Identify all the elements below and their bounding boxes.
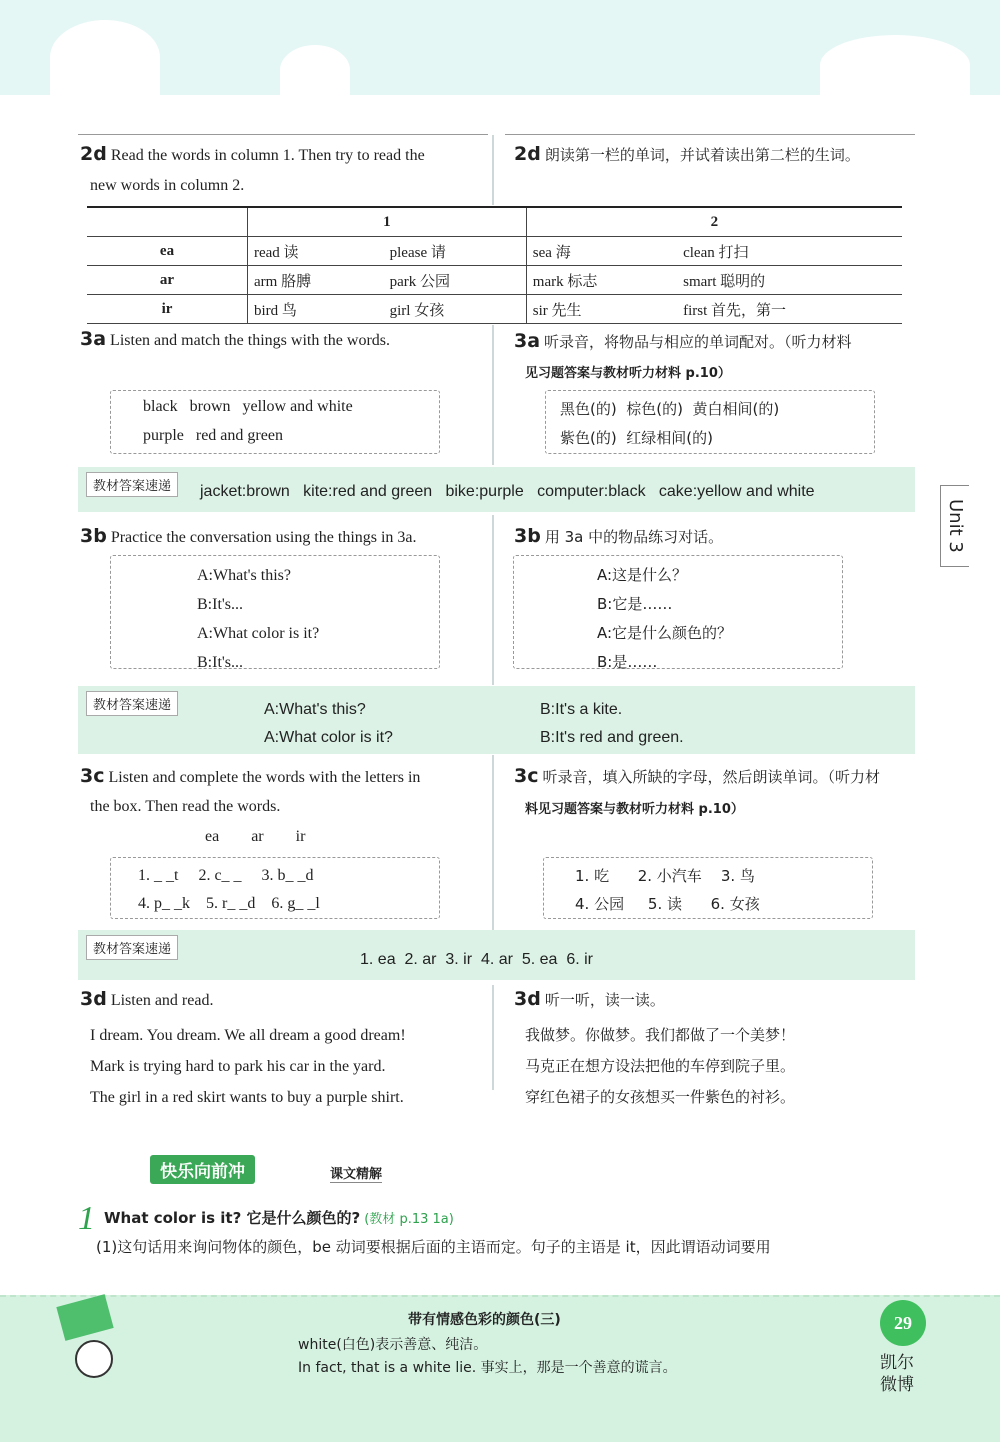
- tip-title: 带有情感色彩的颜色(三): [408, 1312, 561, 1328]
- answer-tag: 教材答案速递: [86, 935, 178, 960]
- text: read 读: [248, 237, 384, 266]
- answer-text: A:What's this?: [264, 701, 366, 718]
- text: clean 打扫: [677, 237, 902, 266]
- cloud-decoration: [820, 35, 970, 95]
- instruction-line: 见习题答案与教材听力材料 p.10）: [525, 366, 731, 381]
- text: Listen and complete the words with the letters in: [108, 769, 421, 786]
- cartoon-boy-icon: [75, 1340, 113, 1378]
- letters-box: ea ar ir: [205, 828, 306, 845]
- answer-text: B:It's a kite.: [540, 701, 623, 718]
- text: Mark is trying hard to park his car in the yard.: [90, 1058, 386, 1075]
- text: Listen and match the things with the words.: [110, 332, 390, 349]
- tip-line: white(白色)表示善意、纯洁。: [298, 1337, 488, 1353]
- text: 4. 公园 5. 读 6. 女孩: [575, 895, 760, 913]
- answer-text: 1. ea 2. ar 3. ir 4. ar 5. ea 6. ir: [360, 951, 593, 968]
- table-row: [87, 266, 902, 295]
- unit-tab: Unit 3: [940, 485, 969, 567]
- point-body: (1)这句话用来询问物体的颜色，be 动词要根据后面的主语而定。句子的主语是 it，因此谓语动词要用: [96, 1238, 771, 1256]
- word-table: [87, 206, 902, 324]
- table-header: [87, 207, 902, 237]
- text: 3c: [514, 765, 539, 787]
- text: ir: [87, 295, 248, 324]
- section-3d-en: [80, 988, 213, 1010]
- text: please 请: [384, 237, 527, 266]
- column-divider: [492, 755, 494, 930]
- instruction-line: the box. Then read the words.: [90, 798, 281, 815]
- point-number: 1: [78, 1200, 95, 1237]
- point-ref: (教材 p.13 1a): [364, 1212, 454, 1227]
- text: I dream. You dream. We all dream a good dream!: [90, 1027, 406, 1044]
- dialog-en: [197, 561, 319, 677]
- point-title: What color is it? 它是什么颜色的?: [104, 1209, 361, 1227]
- text: B:It's...: [197, 654, 243, 671]
- text: 我做梦。你做梦。我们都做了一个美梦！: [525, 1026, 796, 1044]
- section-3b-en: [80, 525, 417, 547]
- text: 2: [526, 207, 902, 237]
- divider: [505, 134, 915, 135]
- section-2d-en: [80, 143, 425, 165]
- text: arm 胳膊: [248, 266, 384, 295]
- reading-en: [90, 1020, 406, 1113]
- text: A:What's this?: [197, 567, 291, 584]
- word-line: 黑色(的) 棕色(的) 黄白相间(的): [560, 400, 780, 418]
- text: A:What color is it?: [197, 625, 320, 642]
- text: 马克正在想方设法把他的车停到院子里。: [525, 1057, 796, 1075]
- text: 1. 吃 2. 小汽车 3. 鸟: [575, 867, 755, 885]
- brand-text: 凯尔 微博: [880, 1353, 914, 1395]
- text: park 公园: [384, 266, 527, 295]
- section-3c-cn: [514, 765, 880, 787]
- tip-line: In fact, that is a white lie. 事实上，那是一个善意的谎言。: [298, 1360, 677, 1376]
- answer-tag: 教材答案速递: [86, 472, 178, 497]
- text: bird 鸟: [248, 295, 384, 324]
- answer-text: jacket:brown kite:red and green bike:purple computer:black cake:yellow and white: [200, 483, 815, 500]
- word-line: purple red and green: [143, 427, 283, 444]
- text: A:这是什么？: [597, 566, 688, 584]
- page-number: 29: [880, 1300, 926, 1346]
- text: B:是……: [597, 653, 658, 671]
- text: 3b: [80, 525, 107, 547]
- text: 1: [248, 207, 527, 237]
- section-3d-cn: [514, 988, 665, 1010]
- column-divider: [492, 135, 494, 205]
- column-divider: [492, 325, 494, 465]
- column-divider: [492, 985, 494, 1090]
- text: 3d: [514, 988, 541, 1010]
- text: girl 女孩: [384, 295, 527, 324]
- column-divider: [492, 515, 494, 685]
- text: 听一听，读一读。: [544, 991, 665, 1009]
- text: ea: [87, 237, 248, 266]
- answer-bar: [78, 686, 915, 754]
- text: 3b: [514, 525, 541, 547]
- text: 听录音，将物品与相应的单词配对。（听力材料: [544, 333, 852, 351]
- word-line: black brown yellow and white: [143, 398, 353, 415]
- blanks: [138, 862, 320, 918]
- text: Practice the conversation using the things in 3a.: [110, 529, 417, 546]
- text: B:It's...: [197, 596, 243, 613]
- text: ar: [87, 266, 248, 295]
- divider: [78, 134, 488, 135]
- text: 3d: [80, 988, 107, 1010]
- text: The girl in a red skirt wants to buy a purple shirt.: [90, 1089, 404, 1106]
- section-3c-en: [80, 765, 420, 787]
- table-row: [87, 237, 902, 266]
- text: 用 3a 中的物品练习对话。: [544, 528, 724, 546]
- answer-text: A:What color is it?: [264, 729, 393, 746]
- answer-text: B:It's red and green.: [540, 729, 684, 746]
- answer-tag: 教材答案速递: [86, 691, 178, 716]
- dialog-cn: [597, 561, 732, 677]
- meanings: [575, 862, 760, 918]
- text: 2d: [514, 143, 541, 165]
- text: 听录音，填入所缺的字母，然后朗读单词。（听力材: [542, 768, 880, 786]
- reading-cn: [525, 1020, 795, 1113]
- text: 1. _ _t 2. c_ _ 3. b_ _d: [138, 867, 314, 884]
- cloud-decoration: [50, 20, 160, 95]
- text: 3a: [514, 330, 541, 352]
- section-banner: 快乐向前冲: [150, 1155, 255, 1184]
- text: 4. p_ _k 5. r_ _d 6. g_ _l: [138, 895, 320, 912]
- section-3a-en: [80, 328, 390, 350]
- section-3a-cn: [514, 330, 852, 352]
- text: Read the words in column 1. Then try to read the: [110, 147, 425, 164]
- text: mark 标志: [526, 266, 677, 295]
- section-3b-cn: [514, 525, 723, 547]
- text: 穿红色裙子的女孩想买一件紫色的衬衫。: [525, 1088, 796, 1106]
- section-subtitle: 课文精解: [330, 1163, 382, 1183]
- text: Listen and read.: [110, 992, 214, 1009]
- section-2d-cn: [514, 143, 860, 165]
- text: 朗读第一栏的单词，并试着读出第二栏的生词。: [544, 146, 860, 164]
- word-line: 紫色(的) 红绿相间(的): [560, 429, 713, 447]
- text: B:它是……: [597, 595, 673, 613]
- text: smart 聪明的: [677, 266, 902, 295]
- instruction-line: 料见习题答案与教材听力材料 p.10）: [525, 802, 744, 817]
- table-row: [87, 295, 902, 324]
- text: 3a: [80, 328, 107, 350]
- text: first 首先，第一: [677, 295, 902, 324]
- text: A:它是什么颜色的？: [597, 624, 733, 642]
- instruction-line: new words in column 2.: [90, 177, 245, 194]
- text: 2d: [80, 143, 107, 165]
- text: 3c: [80, 765, 105, 787]
- text: sir 先生: [526, 295, 677, 324]
- cloud-decoration: [280, 45, 350, 95]
- text: sea 海: [526, 237, 677, 266]
